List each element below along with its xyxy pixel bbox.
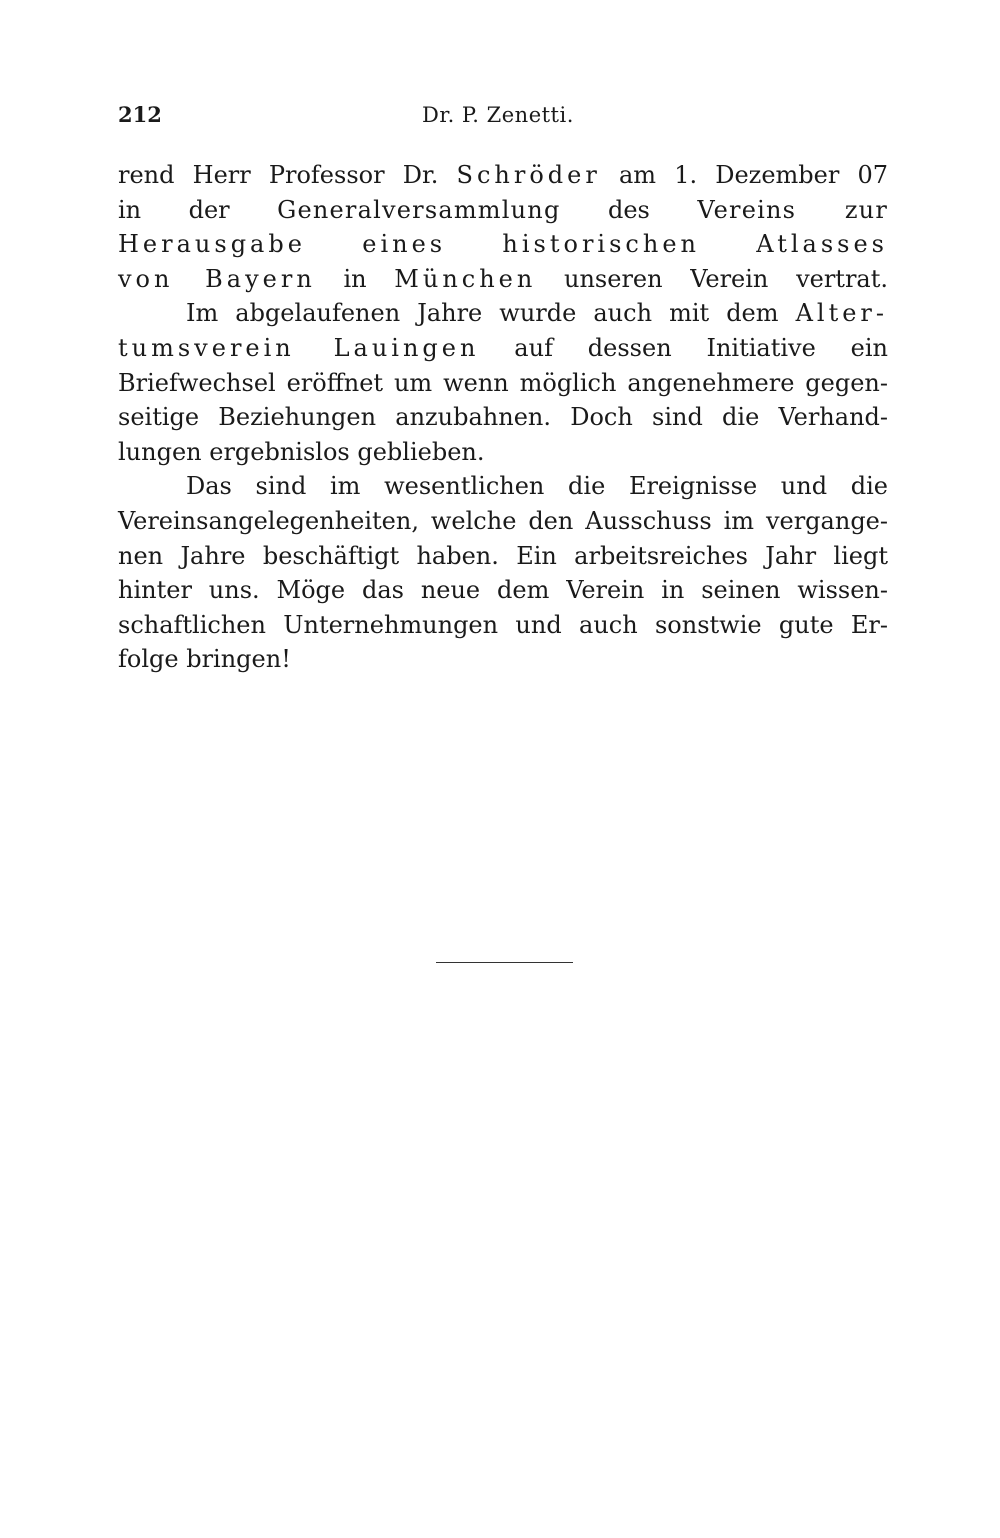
spaced-name: München	[394, 264, 537, 293]
text-line: Vereinsangelegenheiten, welche den Ausschuss im vergange-	[118, 506, 888, 535]
text-line: seitige Beziehungen anzubahnen. Doch sind die Verhand-	[118, 403, 888, 432]
spaced-name: Schröder	[456, 161, 601, 189]
text-line: nen Jahre beschäftigt haben. Ein arbeitsreiches Jahr liegt	[118, 541, 888, 570]
header-author: Dr. P. Zenetti.	[422, 103, 574, 127]
spaced-name: von Bayern	[118, 264, 316, 293]
spaced-name: tumsverein Lauingen	[118, 333, 480, 362]
end-rule	[436, 962, 573, 963]
text-line: rend Herr Professor Dr. Schröder am 1. Dezember 07	[118, 161, 888, 189]
text-line: lungen ergebnislos geblieben.	[118, 437, 485, 466]
spaced-name: Generalversammlung	[277, 195, 561, 224]
body-text	[118, 158, 888, 677]
spaced-name: Alter-	[795, 299, 888, 328]
text-line: Im abgelaufenen Jahre wurde auch mit dem Alter-	[186, 299, 888, 328]
text-line: tumsverein Lauingen auf dessen Initiative ein	[118, 333, 888, 362]
text-line: von Bayern in München unseren Verein vertrat.	[118, 264, 889, 293]
page-number: 212	[118, 102, 162, 127]
text-line: folge bringen!	[118, 645, 291, 674]
text-line	[118, 227, 888, 262]
text-line: Das sind im wesentlichen die Ereignisse und die	[186, 472, 888, 501]
text-line: schaftlichen Unternehmungen und auch sonstwie gute Er-	[118, 610, 888, 639]
text-line: hinter uns. Möge das neue dem Verein in seinen wissen-	[118, 576, 888, 605]
spaced-name: Vereins zur	[697, 195, 888, 224]
text-line: Briefwechsel eröffnet um wenn möglich angenehmere gegen-	[118, 368, 888, 397]
text-line: in der Generalversammlung des Vereins zur	[118, 195, 888, 224]
spaced-name: Herausgabe eines historischen Atlasses	[118, 230, 888, 259]
running-head	[118, 100, 888, 130]
